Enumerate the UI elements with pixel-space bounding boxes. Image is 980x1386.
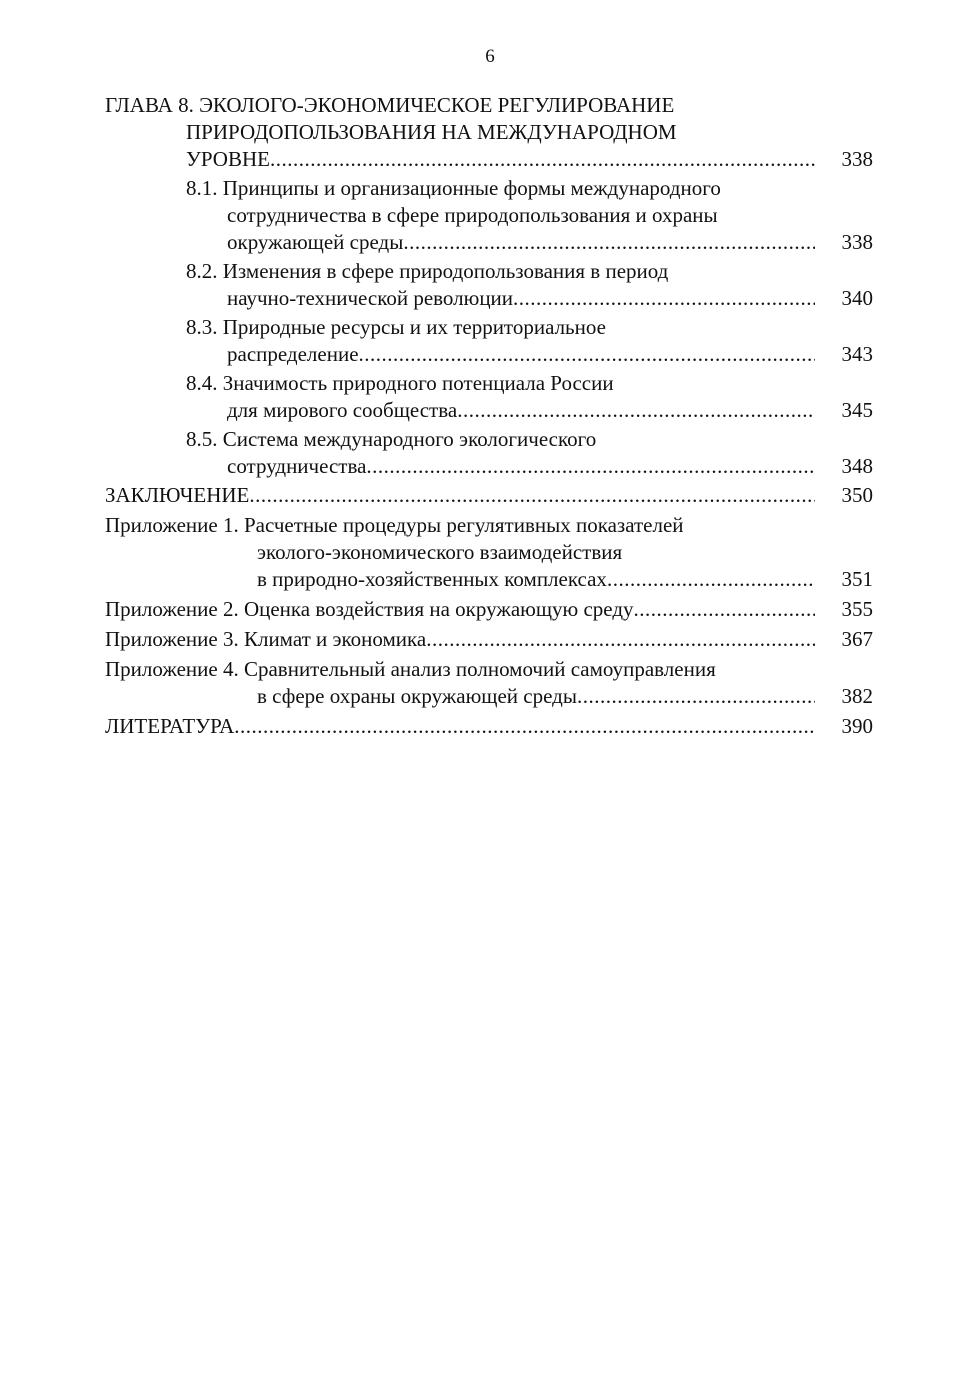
toc-entry-appendix-3[interactable] bbox=[105, 626, 873, 653]
toc-page-number: 338 bbox=[841, 230, 873, 254]
dot-leader bbox=[577, 683, 815, 710]
dot-leader bbox=[366, 453, 815, 480]
toc-entry-title-line: в сфере охраны окружающей среды bbox=[257, 684, 577, 708]
toc-entry-chapter-8[interactable] bbox=[105, 92, 873, 173]
toc-entry-title-line: ПРИРОДОПОЛЬЗОВАНИЯ НА МЕЖДУНАРОДНОМ bbox=[186, 120, 677, 144]
dot-leader bbox=[634, 596, 815, 623]
toc-entry-section-8-3[interactable] bbox=[105, 314, 873, 368]
toc-page-number: 343 bbox=[841, 342, 873, 366]
toc-entry-title-line: Приложение 1. Расчетные процедуры регулятивных показателей bbox=[105, 513, 684, 537]
toc-entry-section-8-1[interactable] bbox=[105, 175, 873, 256]
toc-page-number: 345 bbox=[841, 398, 873, 422]
toc-entry-title-line: ЗАКЛЮЧЕНИЕ bbox=[105, 483, 250, 507]
toc-entry-title-line: 8.2. Изменения в сфере природопользования в период bbox=[186, 259, 669, 283]
toc-entry-literature[interactable] bbox=[105, 713, 873, 740]
toc-entry-conclusion[interactable] bbox=[105, 482, 873, 509]
toc-page-number: 367 bbox=[841, 627, 873, 651]
toc-entry-title-line: 8.1. Принципы и организационные формы международного bbox=[186, 176, 721, 200]
dot-leader bbox=[403, 229, 815, 256]
toc-entry-section-8-4[interactable] bbox=[105, 370, 873, 424]
page-number: 6 bbox=[485, 46, 495, 67]
toc-page-number: 350 bbox=[841, 483, 873, 507]
dot-leader bbox=[513, 285, 815, 312]
toc-entry-title-line: эколого-экономического взаимодействия bbox=[257, 540, 623, 564]
dot-leader bbox=[234, 713, 815, 740]
toc-entry-title-line: 8.4. Значимость природного потенциала России bbox=[186, 371, 614, 395]
toc-page-number: 382 bbox=[841, 684, 873, 708]
toc-page-number: 351 bbox=[841, 567, 873, 591]
toc-entry-title-line: для мирового сообщества bbox=[227, 398, 458, 422]
toc-page-number: 340 bbox=[841, 286, 873, 310]
toc-entry-title-line: ГЛАВА 8. ЭКОЛОГО-ЭКОНОМИЧЕСКОЕ РЕГУЛИРОВАНИЕ bbox=[105, 93, 675, 117]
dot-leader bbox=[270, 146, 815, 173]
dot-leader bbox=[457, 397, 815, 424]
toc-entry-title-line: Приложение 3. Климат и экономика bbox=[105, 627, 427, 651]
toc-entry-appendix-4[interactable] bbox=[105, 656, 873, 710]
toc-entry-appendix-2[interactable] bbox=[105, 596, 873, 623]
toc-entry-title-line: 8.3. Природные ресурсы и их территориальное bbox=[186, 315, 606, 339]
toc-entry-title-line: научно-технической революции bbox=[227, 286, 514, 310]
toc-entry-title-line: УРОВНЕ bbox=[186, 147, 270, 171]
toc-entry-title-line: сотрудничества bbox=[227, 454, 367, 478]
dot-leader bbox=[426, 626, 815, 653]
dot-leader bbox=[359, 341, 815, 368]
dot-leader bbox=[249, 482, 815, 509]
toc-entry-title-line: окружающей среды bbox=[227, 230, 404, 254]
toc-page-number: 348 bbox=[841, 454, 873, 478]
toc-entry-section-8-2[interactable] bbox=[105, 258, 873, 312]
table-of-contents bbox=[105, 92, 873, 740]
toc-entry-title-line: ЛИТЕРАТУРА bbox=[105, 714, 235, 738]
toc-entry-title-line: в природно-хозяйственных комплексах bbox=[257, 567, 607, 591]
toc-entry-title-line: распределение bbox=[227, 342, 359, 366]
toc-entry-title-line: 8.5. Система международного экологического bbox=[186, 427, 597, 451]
toc-entry-title-line: Приложение 2. Оценка воздействия на окружающую среду bbox=[105, 597, 634, 621]
toc-entry-title-line: сотрудничества в сфере природопользования и охраны bbox=[227, 203, 718, 227]
toc-page-number: 390 bbox=[841, 714, 873, 738]
toc-entry-appendix-1[interactable] bbox=[105, 512, 873, 593]
toc-page-number: 355 bbox=[841, 597, 873, 621]
toc-entry-title-line: Приложение 4. Сравнительный анализ полномочий самоуправления bbox=[105, 657, 716, 681]
toc-page-number: 338 bbox=[841, 147, 873, 171]
toc-entry-section-8-5[interactable] bbox=[105, 426, 873, 480]
dot-leader bbox=[607, 566, 815, 593]
